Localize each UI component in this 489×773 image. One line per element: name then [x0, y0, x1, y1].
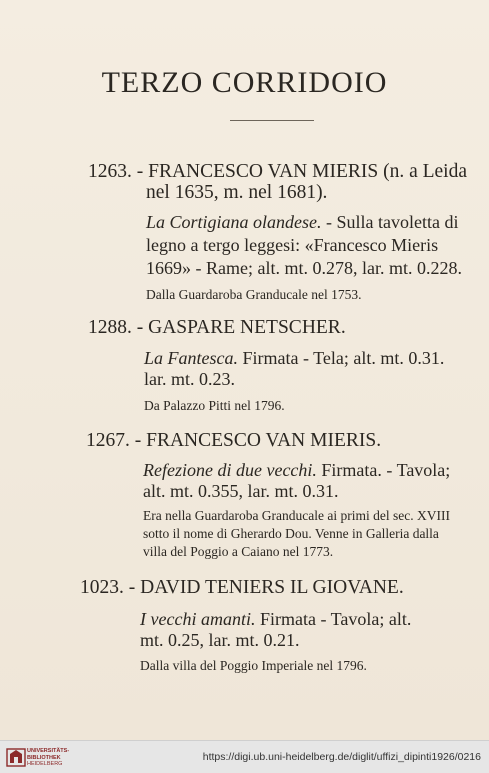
entry-1288-provenance: Da Palazzo Pitti nel 1796. — [144, 398, 285, 413]
entry-1263-desc-line2: legno a tergo leggesi: «Francesco Mieris — [146, 235, 439, 255]
logo-line1: UNIVERSITÄTS- — [27, 748, 70, 754]
entry-1267-provenance-line3: villa del Poggio a Caiano nel 1773. — [143, 544, 334, 559]
entry-1288-desc-line2: lar. mt. 0.23. — [144, 369, 235, 389]
entry-1023-provenance: Dalla villa del Poggio Imperiale nel 1796. — [140, 658, 367, 673]
entry-1267-title: Refezione di due vecchi. — [143, 460, 317, 480]
entry-1263-provenance: Dalla Guardaroba Granducale nel 1753. — [146, 287, 362, 302]
entry-1288-desc-line1 — [144, 349, 444, 367]
viewer-footer — [0, 740, 489, 773]
entry-1263-desc-line3: 1669» - Rame; alt. mt. 0.278, lar. mt. 0.228. — [146, 258, 462, 278]
university-library-logo-icon — [6, 746, 26, 768]
entry-1263-title: La Cortigiana olandese. — [146, 212, 322, 232]
logo-line3: HEIDELBERG — [27, 761, 63, 767]
entry-1267-desc-line2: alt. mt. 0.355, lar. mt. 0.31. — [143, 481, 339, 501]
entry-1267-provenance-line2: sotto il nome di Gherardo Dou. Venne in Galleria dalla — [143, 526, 439, 541]
entry-1263-desc-rest: - Sulla tavoletta di — [321, 212, 459, 232]
entry-1267-desc-rest: Firmata. - Tavola; — [316, 460, 451, 480]
entry-1023-desc-line2: mt. 0.25, lar. mt. 0.21. — [140, 630, 300, 650]
entry-1023-desc-line1 — [140, 610, 411, 628]
title-rule — [230, 120, 314, 121]
entry-1023-title: I vecchi amanti. — [140, 609, 256, 629]
entry-1267-provenance-line1: Era nella Guardaroba Granducale ai primi del sec. XVIII — [143, 508, 450, 523]
entry-1267-desc-line1 — [143, 461, 450, 479]
logo-line2: BIBLIOTHEK — [27, 754, 61, 761]
entry-1288-heading: 1288. - GASPARE NETSCHER. — [88, 317, 346, 338]
permalink-url[interactable]: https://digi.ub.uni-heidelberg.de/diglit/uffizi_dipinti1926/0216 — [202, 751, 481, 763]
library-logo-text — [27, 748, 69, 768]
entry-1288-desc-rest: Firmata - Tela; alt. mt. 0.31. — [238, 348, 445, 368]
entry-1023-heading: 1023. - DAVID TENIERS IL GIOVANE. — [80, 577, 404, 598]
entry-1263-heading: 1263. - FRANCESCO VAN MIERIS (n. a Leida — [88, 161, 467, 182]
entry-1263-heading-cont: nel 1635, m. nel 1681). — [146, 182, 328, 203]
entry-1263-desc-line1 — [146, 213, 458, 231]
entry-1267-heading: 1267. - FRANCESCO VAN MIERIS. — [86, 430, 382, 451]
entry-1288-title: La Fantesca. — [144, 348, 238, 368]
entry-1023-desc-rest: Firmata - Tavola; alt. — [255, 609, 412, 629]
page-title: TERZO CORRIDOIO — [101, 66, 388, 99]
